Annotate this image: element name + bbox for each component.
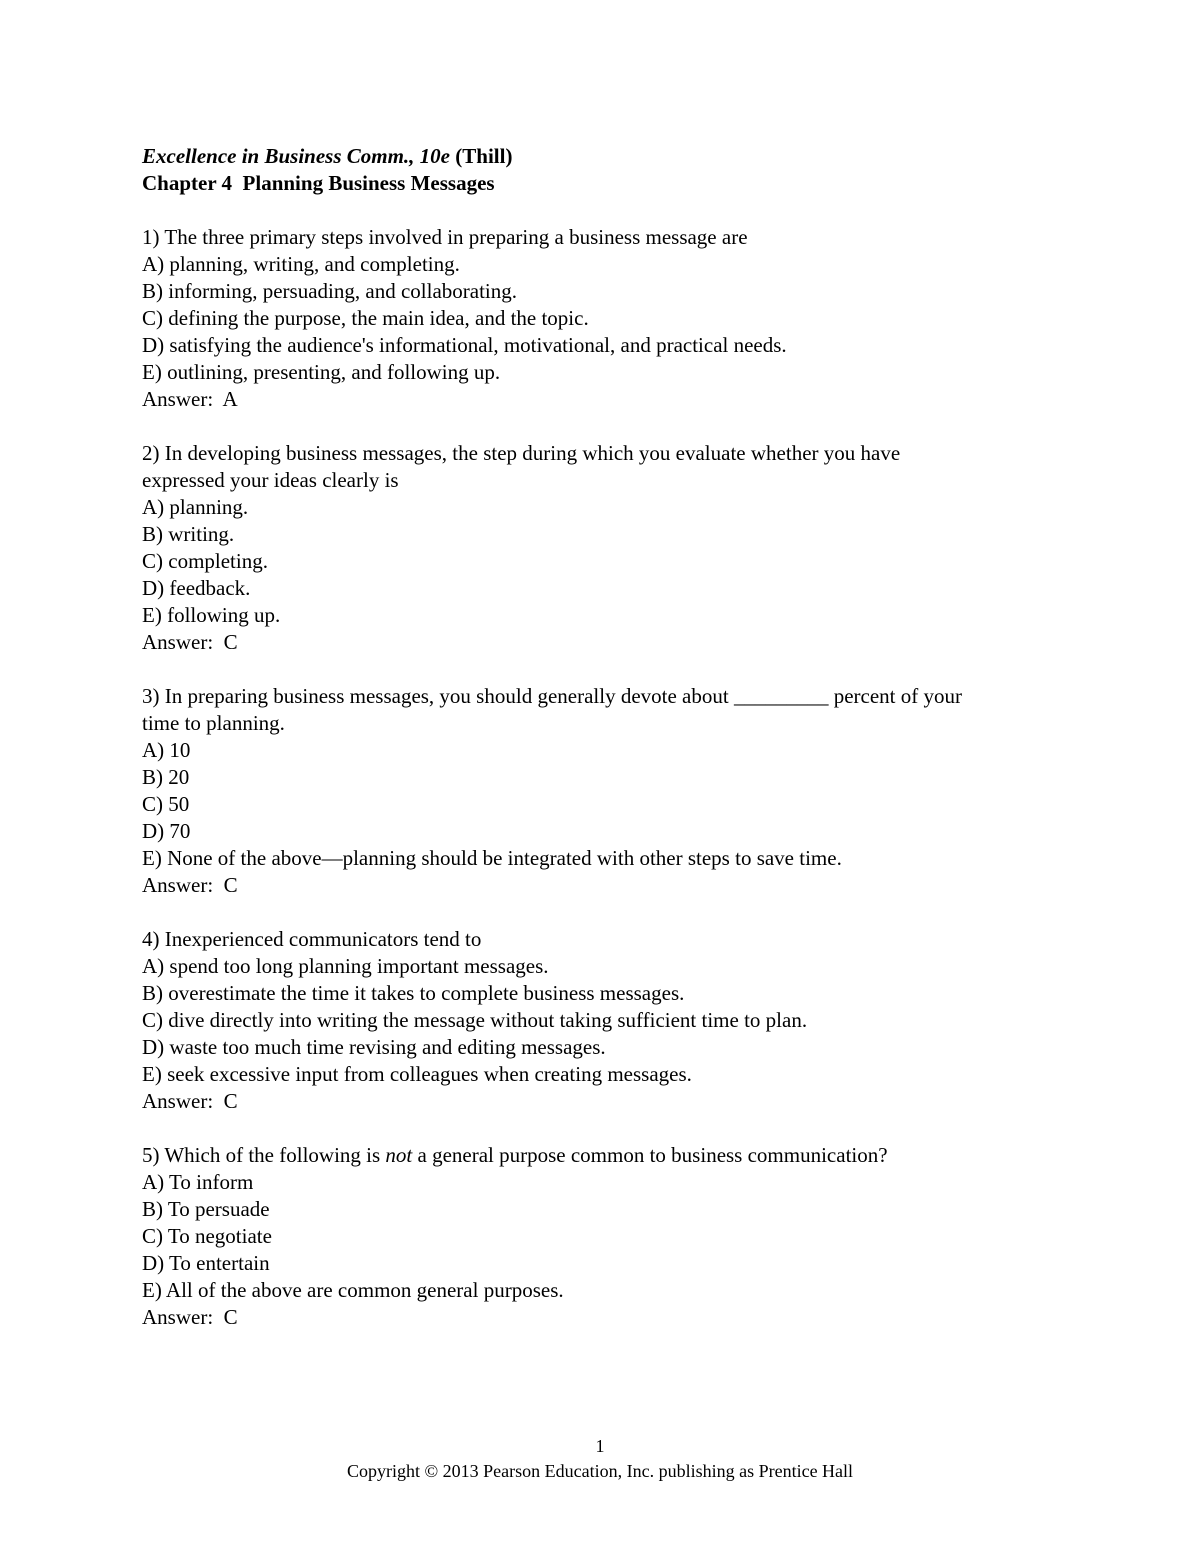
option: B) overestimate the time it takes to complete business messages.	[142, 981, 685, 1005]
question-block	[142, 440, 1062, 656]
option: D) 70	[142, 819, 191, 843]
option: E) All of the above are common general purposes.	[142, 1278, 564, 1302]
option: E) outlining, presenting, and following up.	[142, 360, 501, 384]
option: D) satisfying the audience's informational, motivational, and practical needs.	[142, 333, 787, 357]
question-block	[142, 1142, 1062, 1331]
option: D) waste too much time revising and editing messages.	[142, 1035, 606, 1059]
option: A) 10	[142, 738, 191, 762]
answer: Answer: C	[142, 630, 238, 654]
question-text: 1) The three primary steps involved in preparing a business message are	[142, 225, 748, 249]
author: (Thill)	[450, 144, 513, 168]
option: E) following up.	[142, 603, 281, 627]
option: B) To persuade	[142, 1197, 270, 1221]
question-text: 2) In developing business messages, the step during which you evaluate whether you have	[142, 441, 901, 465]
answer: Answer: C	[142, 873, 238, 897]
question-emphasis: not	[385, 1143, 413, 1167]
book-title-line	[142, 143, 1062, 170]
answer: Answer: C	[142, 1089, 238, 1113]
question-block	[142, 224, 1062, 413]
option: D) To entertain	[142, 1251, 270, 1275]
book-title: Excellence in Business Comm., 10e	[142, 144, 451, 168]
option: A) planning.	[142, 495, 249, 519]
question-suffix: a general purpose common to business communication?	[412, 1143, 888, 1167]
page-number: 1	[595, 1436, 605, 1456]
document-body	[142, 143, 1062, 1331]
option: B) informing, persuading, and collaborating.	[142, 279, 517, 303]
option: A) planning, writing, and completing.	[142, 252, 460, 276]
option: C) To negotiate	[142, 1224, 272, 1248]
question-text: expressed your ideas clearly is	[142, 468, 399, 492]
option: C) 50	[142, 792, 190, 816]
copyright-notice: Copyright © 2013 Pearson Education, Inc. publishing as Prentice Hall	[346, 1461, 854, 1481]
question-text	[142, 1142, 1062, 1169]
option: C) completing.	[142, 549, 268, 573]
option: C) dive directly into writing the message without taking sufficient time to plan.	[142, 1008, 808, 1032]
question-text: 4) Inexperienced communicators tend to	[142, 927, 482, 951]
question-block	[142, 683, 1062, 899]
question-text: 3) In preparing business messages, you should generally devote about _________ percent of your	[142, 684, 962, 708]
chapter-title: Chapter 4 Planning Business Messages	[142, 171, 495, 195]
option: B) 20	[142, 765, 190, 789]
answer: Answer: A	[142, 387, 238, 411]
option: B) writing.	[142, 522, 235, 546]
option: A) To inform	[142, 1170, 254, 1194]
question-prefix: 5) Which of the following is	[142, 1143, 386, 1167]
option: E) seek excessive input from colleagues when creating messages.	[142, 1062, 692, 1086]
option: D) feedback.	[142, 576, 251, 600]
question-block	[142, 926, 1062, 1115]
option: E) None of the above—planning should be integrated with other steps to save time.	[142, 846, 842, 870]
option: C) defining the purpose, the main idea, and the topic.	[142, 306, 589, 330]
answer: Answer: C	[142, 1305, 238, 1329]
option: A) spend too long planning important messages.	[142, 954, 549, 978]
question-text: time to planning.	[142, 711, 285, 735]
